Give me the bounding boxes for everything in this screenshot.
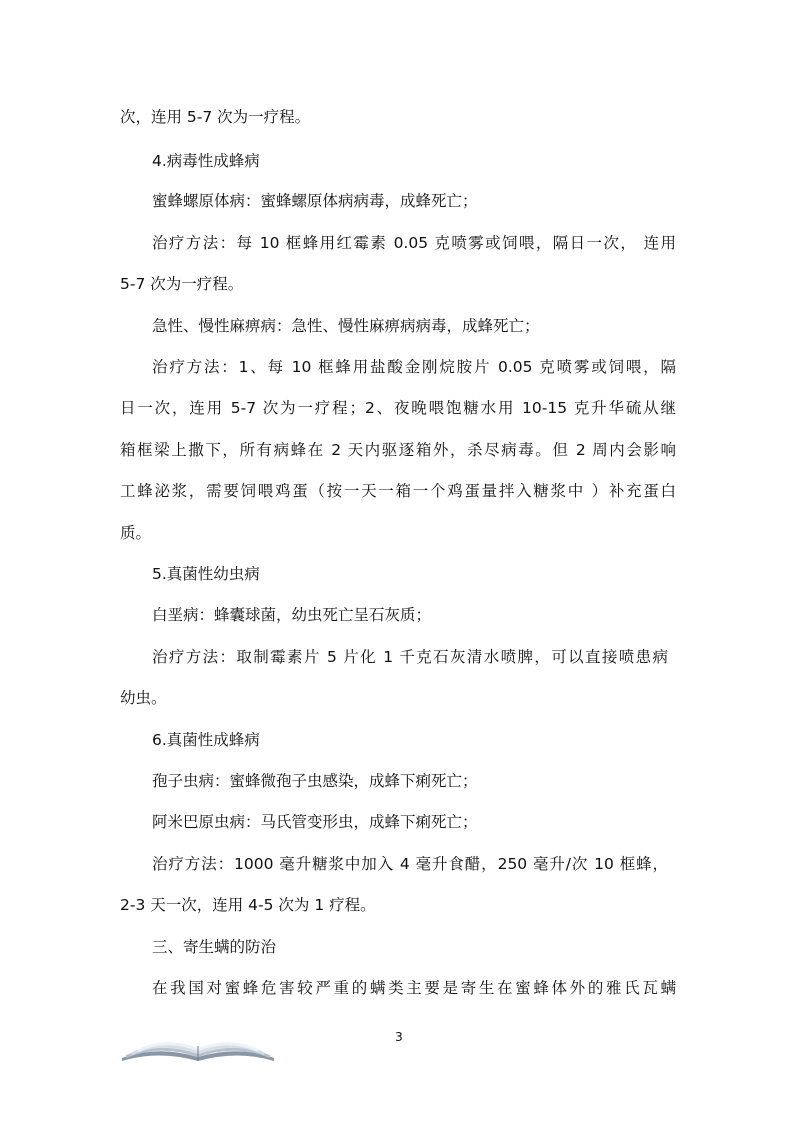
section-heading: 5.真菌性幼虫病 [152, 565, 260, 583]
text-line: 幼虫。 [120, 689, 167, 707]
text-line: 治疗方法：1000 毫升糖浆中加入 4 毫升食醋，250 毫升/次 10 框蜂， [152, 855, 668, 873]
page-number: 3 [395, 1030, 403, 1044]
text-line: 箱框梁上撒下，所有病蜂在 2 天内驱逐箱外，杀尽病毒。但 2 周内会影响 [120, 441, 676, 459]
text-line: 质。 [120, 524, 152, 542]
text-line: 孢子虫病：蜜蜂微孢子虫感染，成蜂下痢死亡； [152, 772, 478, 790]
open-book-icon [118, 1028, 278, 1062]
text-line: 日一次，连用 5-7 次为一疗程；2、夜晚喂饱糖水用 10-15 克升华硫从继 [120, 399, 676, 417]
text-line: 治疗方法：1、每 10 框蜂用盐酸金刚烷胺片 0.05 克喷雾或饲喂，隔 [152, 358, 676, 376]
text-line: 2-3 天一次，连用 4-5 次为 1 疗程。 [120, 896, 376, 914]
text-line: 治疗方法：取制霉素片 5 片化 1 千克石灰清水喷脾，可以直接喷患病 [152, 648, 668, 666]
text-line: 工蜂泌浆，需要饲喂鸡蛋（按一天一箱一个鸡蛋量拌入糖浆中 ）补充蛋白 [120, 482, 676, 500]
section-heading: 6.真菌性成蜂病 [152, 731, 260, 749]
text-line: 白垩病：蜂囊球菌，幼虫死亡呈石灰质； [152, 606, 432, 624]
text-line: 蜜蜂螺原体病：蜜蜂螺原体病病毒，成蜂死亡； [152, 192, 478, 210]
text-line: 次，连用 5-7 次为一疗程。 [120, 108, 311, 126]
section-heading: 三、寄生螨的防治 [152, 938, 277, 956]
text-line: 在我国对蜜蜂危害较严重的螨类主要是寄生在蜜蜂体外的雅氏瓦螨 [152, 979, 676, 997]
text-line: 治疗方法：每 10 框蜂用红霉素 0.05 克喷雾或饲喂，隔日一次， 连用 [152, 234, 676, 252]
text-line: 急性、慢性麻痹病：急性、慢性麻痹病病毒，成蜂死亡； [152, 317, 540, 335]
text-line: 阿米巴原虫病：马氏管变形虫，成蜂下痢死亡； [152, 813, 478, 831]
section-heading: 4.病毒性成蜂病 [152, 152, 260, 170]
text-line: 5-7 次为一疗程。 [120, 275, 244, 293]
